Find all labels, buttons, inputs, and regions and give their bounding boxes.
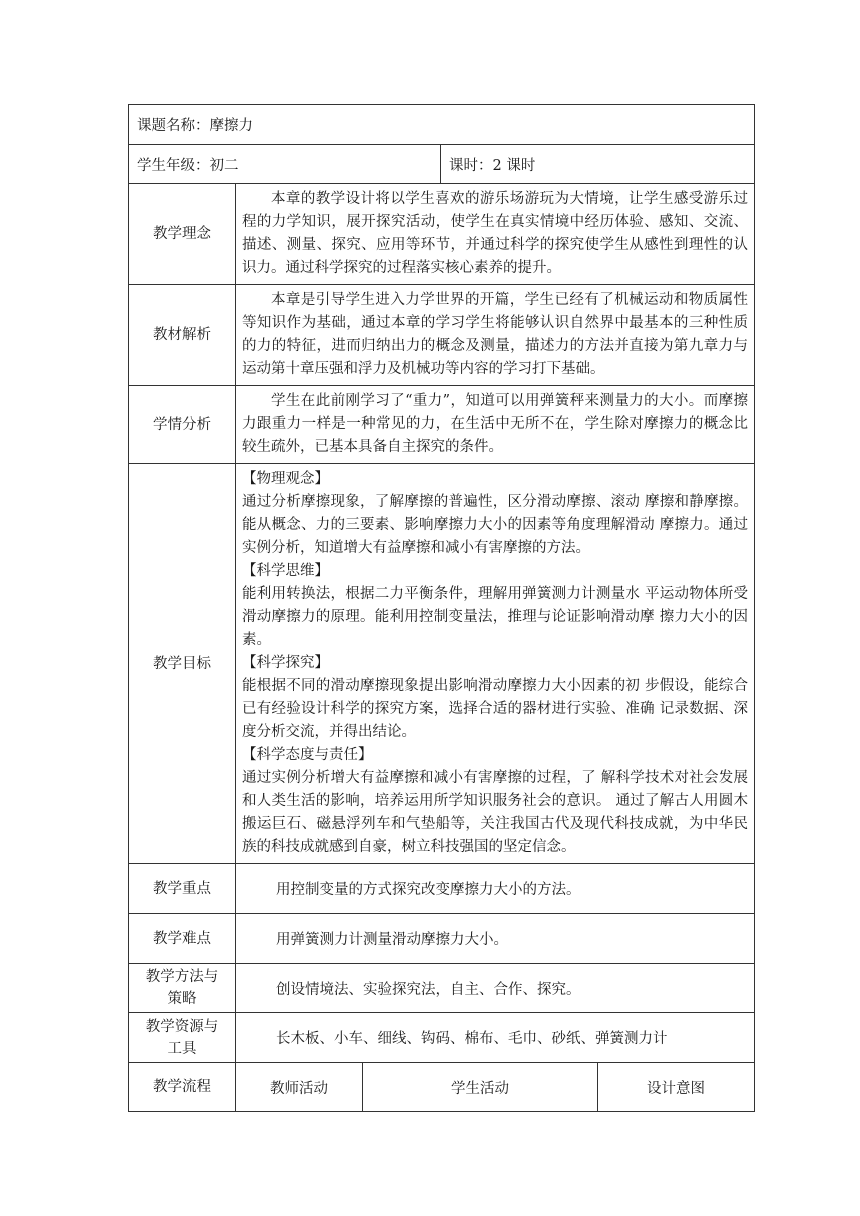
learner-cell xyxy=(236,386,755,464)
flow-col-teacher: 教师活动 xyxy=(236,1063,363,1112)
topic-row xyxy=(129,105,755,145)
resources-label-line2: 工具 xyxy=(167,1040,197,1057)
resources-label-line1: 教学资源与 xyxy=(145,1018,219,1035)
goal-heading-scientific-thinking: 【科学思维】 xyxy=(242,563,329,579)
flow-row xyxy=(129,1063,755,1112)
concept-label: 教学理念 xyxy=(129,184,236,285)
resources-text: 长木板、小车、细线、钩码、棉布、毛巾、砂纸、弹簧测力计 xyxy=(236,1013,755,1063)
difficulty-label: 教学难点 xyxy=(129,914,236,964)
goal-text-scientific-thinking: 能利用转换法，根据二力平衡条件，理解用弹簧测力计测量水 平运动物体所受滑动摩擦力的原理。能利用控制变量法，推理与论证影响滑动摩 擦力大小的因素。 xyxy=(242,586,748,648)
goal-heading-attitude-responsibility: 【科学态度与责任】 xyxy=(242,747,373,763)
focus-label: 教学重点 xyxy=(129,864,236,914)
material-label: 教材解析 xyxy=(129,285,236,386)
difficulty-row xyxy=(129,914,755,964)
methods-label-line2: 策略 xyxy=(167,991,197,1007)
material-row xyxy=(129,285,755,386)
learner-row xyxy=(129,386,755,464)
goals-label: 教学目标 xyxy=(129,464,236,864)
topic-label: 课题名称： xyxy=(137,118,210,134)
hours-value: 2 课时 xyxy=(492,157,536,174)
lesson-plan-table xyxy=(128,104,755,1112)
difficulty-text: 用弹簧测力计测量滑动摩擦力大小。 xyxy=(236,914,755,964)
topic-value: 摩擦力 xyxy=(209,118,253,134)
goal-text-physics-concept: 通过分析摩擦现象，了解摩擦的普遍性，区分滑动摩擦、滚动 摩擦和静摩擦。能从概念、力的三要素、影响摩擦力大小的因素等角度理解滑动 摩擦力。通过实例分析，知道增大有益摩擦和减小有害摩擦的方法。 xyxy=(242,494,748,556)
focus-row xyxy=(129,864,755,914)
concept-row xyxy=(129,184,755,285)
hours-label: 课时： xyxy=(449,157,493,174)
flow-col-student: 学生活动 xyxy=(363,1063,598,1112)
grade-row xyxy=(129,145,755,184)
focus-text: 用控制变量的方式探究改变摩擦力大小的方法。 xyxy=(236,864,755,914)
hours-cell xyxy=(441,145,755,184)
methods-label xyxy=(129,964,236,1013)
goal-heading-physics-concept: 【物理观念】 xyxy=(242,471,329,487)
goals-cell xyxy=(236,464,755,864)
methods-row xyxy=(129,964,755,1013)
grade-value: 初二 xyxy=(209,157,239,174)
concept-cell xyxy=(236,184,755,285)
goal-text-scientific-inquiry: 能根据不同的滑动摩擦现象提出影响滑动摩擦力大小因素的初 步假设，能综合已有经验设计科学的探究方案，选择合适的器材进行实验、准确 记录数据、深度分析交流，并得出结论。 xyxy=(242,678,748,740)
learner-text: 学生在此前刚学习了“重力”，知道可以用弹簧秤来测量力的大小。而摩擦力跟重力一样是一种常见的力，在生活中无所不在，学生除对摩擦力的概念比较生疏外，已基本具备自主探究的条件。 xyxy=(242,393,748,455)
concept-text: 本章的教学设计将以学生喜欢的游乐场游玩为大情境，让学生感受游乐过程的力学知识，展开探究活动，使学生在真实情境中经历体验、感知、交流、描述、测量、探究、应用等环节，并通过科学的探究使学生从感性到理性的认识力。通过科学探究的过程落实核心素养的提升。 xyxy=(242,191,748,276)
goals-row xyxy=(129,464,755,864)
topic-cell xyxy=(129,105,755,145)
resources-row xyxy=(129,1013,755,1063)
methods-text: 创设情境法、实验探究法，自主、合作、探究。 xyxy=(236,964,755,1013)
goal-text-attitude-responsibility: 通过实例分析增大有益摩擦和减小有害摩擦的过程，了 解科学技术对社会发展和人类生活的影响，培养运用所学知识服务社会的意识。 通过了解古人用圆木搬运巨石、磁悬浮列车和气垫船等，关注我国古代及现代科技成就，为中华民族的科技成就感到自豪，树立科技强国的坚定信念。 xyxy=(242,770,748,855)
grade-label: 学生年级： xyxy=(137,157,210,174)
material-cell xyxy=(236,285,755,386)
resources-label xyxy=(129,1013,236,1063)
flow-label: 教学流程 xyxy=(129,1063,236,1112)
learner-label: 学情分析 xyxy=(129,386,236,464)
material-text: 本章是引导学生进入力学世界的开篇，学生已经有了机械运动和物质属性等知识作为基础，通过本章的学习学生将能够认识自然界中最基本的三种性质的力的特征，进而归纳出力的概念及测量，描述力的方法并直接为第九章力与运动第十章压强和浮力及机械功等内容的学习打下基础。 xyxy=(242,292,748,377)
grade-cell xyxy=(129,145,441,184)
methods-label-line1: 教学方法与 xyxy=(145,969,219,985)
goal-heading-scientific-inquiry: 【科学探究】 xyxy=(242,655,329,671)
flow-col-intent: 设计意图 xyxy=(598,1063,755,1112)
